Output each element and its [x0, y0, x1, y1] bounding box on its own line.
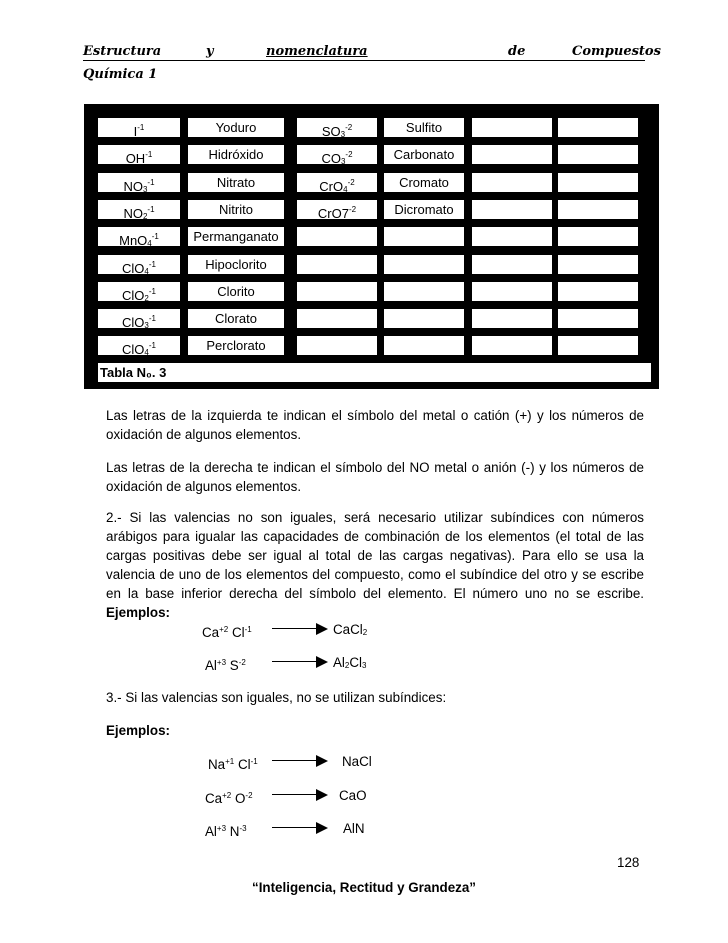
ion-name: Yoduro [215, 120, 257, 135]
reactant-ion: $S^{-2}$ [229, 658, 246, 673]
table-cell [384, 173, 464, 192]
rule-2-examples-label: Ejemplos: [106, 605, 170, 620]
product-formula: AlN [343, 821, 365, 836]
table-cell [188, 173, 284, 192]
table-cell [558, 145, 638, 164]
equation-reactants [208, 753, 258, 773]
reactant-ion: $Al^{+3}$ [205, 658, 227, 673]
table-cell [98, 118, 180, 137]
table-cell [98, 336, 180, 355]
equation-reactants [205, 787, 253, 807]
ion-formula: $NO_3^{-1}$ [123, 178, 155, 194]
table-cell [98, 173, 180, 192]
equation-product [333, 621, 367, 641]
paragraph-cations: Las letras de la izquierda te indican el símbolo del metal o catión (+) y los números de oxidación de algunos elementos. [106, 408, 644, 442]
table-cell [472, 173, 552, 192]
reaction-arrow-icon [272, 755, 328, 767]
ion-formula: $I^{-1}$ [133, 123, 145, 139]
table-cell [297, 173, 377, 192]
rule-2-text: 2.- Si las valencias no son iguales, será necesario utilizar subíndices con números arábigos para igualar las capacidades de combinación de los elementos (el total de las cargas positivas debe ser igual al total de las cargas negativas). Para ello se usa la valencia de uno de los elementos del compuesto, como el subíndice del otro y se escribe en la base inferior derecha del símbolo del elemento. El número uno no se escribe. [106, 510, 644, 601]
reaction-arrow-icon [272, 656, 328, 668]
table-cell [188, 200, 284, 219]
table-cell [472, 282, 552, 301]
ion-name: Perclorato [206, 338, 266, 353]
reactant-ion: $Na^{+1}$ [208, 757, 235, 772]
ion-name: Hidróxido [208, 147, 264, 162]
header-word-4: de [508, 44, 526, 59]
table-cell [188, 255, 284, 274]
equation-product [343, 820, 365, 837]
ion-name: Hipoclorito [205, 257, 267, 272]
table-cell [98, 309, 180, 328]
rule-3-examples-label: Ejemplos: [106, 723, 170, 738]
table-cell [384, 309, 464, 328]
product-formula: CaO [339, 788, 367, 803]
ion-formula: ClO$_4^{-1}$ [122, 260, 156, 276]
table-cell [297, 309, 377, 328]
ion-name: Carbonato [393, 147, 455, 162]
ion-formula: $NO_2^{-1}$ [123, 205, 155, 221]
table-cell [297, 255, 377, 274]
ion-formula: $CrO7^{-2}$ [317, 205, 357, 221]
header-word-3: nomenclatura [266, 44, 368, 59]
table-cell [188, 118, 284, 137]
table-cell [98, 145, 180, 164]
table-cell [384, 336, 464, 355]
equation-product [333, 654, 366, 674]
reactant-ion: $Ca^{+2}$ [205, 791, 232, 806]
ion-formula: $OH^{-1}$ [125, 150, 153, 166]
ion-name: Sulfito [405, 120, 443, 135]
table-cell [558, 200, 638, 219]
table-cell [297, 227, 377, 246]
table-cell [188, 282, 284, 301]
ion-formula: $CO_3^{-2}$ [321, 150, 353, 166]
ion-name: Nitrato [216, 175, 256, 190]
page-header [83, 40, 661, 61]
header-word-5: Compuestos [572, 44, 661, 59]
table-cell [384, 200, 464, 219]
table-cell [472, 145, 552, 164]
ion-name: Dicromato [394, 202, 454, 217]
table-cell [558, 173, 638, 192]
table-cell [188, 336, 284, 355]
reactant-ion: $Ca^{+2}$ [202, 625, 229, 640]
table-cell [472, 336, 552, 355]
table-cell [558, 282, 638, 301]
table-cell [297, 118, 377, 137]
header-word-2: y [206, 44, 214, 59]
reactant-ion: $Al^{+3}$ [205, 824, 227, 839]
equation-reactants [202, 621, 252, 641]
table-cell [297, 282, 377, 301]
ion-name: Nitrito [219, 202, 253, 217]
table-cell [558, 309, 638, 328]
equation-reactants [205, 820, 247, 840]
ion-name: Permanganato [193, 229, 279, 244]
header-word-1: Estructura [83, 44, 162, 59]
table-cell [472, 227, 552, 246]
ion-formula: $SO_3^{-2}$ [321, 123, 353, 139]
ion-name: Clorato [215, 311, 257, 326]
table-cell [472, 200, 552, 219]
reaction-arrow-icon [272, 623, 328, 635]
table-cell [297, 336, 377, 355]
table-cell [188, 145, 284, 164]
ion-formula: ClO$_3^{-1}$ [122, 314, 156, 330]
equation-reactants [205, 654, 246, 674]
table-caption: Tabla N₀. 3 [98, 363, 651, 382]
table-cell [472, 255, 552, 274]
reactant-ion: $O^{-2}$ [234, 791, 253, 806]
reactant-ion: $N^{-3}$ [229, 824, 247, 839]
paragraph-rule-3: 3.- Si las valencias son iguales, no se utilizan subíndices: [106, 690, 447, 705]
reaction-arrow-icon [272, 822, 328, 834]
ion-name: Cromato [399, 175, 449, 190]
table-cell [558, 336, 638, 355]
table-cell [558, 118, 638, 137]
reactant-ion: $Cl^{-1}$ [237, 757, 258, 772]
table-cell [472, 118, 552, 137]
table-cell [384, 145, 464, 164]
table-cell [188, 227, 284, 246]
page-number: 128 [617, 855, 640, 870]
table-cell [384, 255, 464, 274]
table-cell [384, 118, 464, 137]
table-cell [472, 309, 552, 328]
table-cell [98, 255, 180, 274]
equation-product [339, 787, 367, 804]
ion-formula: CrO$_4^{-2}$ [319, 178, 355, 194]
product-formula: CaCl$_2$ [333, 622, 368, 637]
table-cell [297, 200, 377, 219]
page-subtitle: Química 1 [83, 67, 158, 82]
footer-motto: “Inteligencia, Rectitud y Grandeza” [252, 880, 476, 895]
equation-product [342, 753, 372, 770]
reaction-arrow-icon [272, 789, 328, 801]
ion-name: Clorito [217, 284, 255, 299]
table-cell [98, 200, 180, 219]
table-cell [98, 282, 180, 301]
table-cell [98, 227, 180, 246]
table-cell [384, 282, 464, 301]
table-cell [188, 309, 284, 328]
ion-formula: ClO$_2^{-1}$ [122, 287, 156, 303]
ions-table [84, 104, 659, 389]
paragraph-anions: Las letras de la derecha te indican el símbolo del NO metal o anión (-) y los números de oxidación de algunos elementos. [106, 460, 644, 494]
paragraph-rule-2 [106, 508, 644, 622]
product-formula: $Al_2Cl_3$ [333, 655, 367, 670]
reactant-ion: $Cl^{-1}$ [231, 625, 252, 640]
table-cell [558, 227, 638, 246]
ion-formula: MnO$_4^{-1}$ [119, 232, 159, 248]
table-cell [558, 255, 638, 274]
product-formula: NaCl [342, 754, 372, 769]
ion-formula: ClO$_4^{-1}$ [122, 341, 156, 357]
table-cell [384, 227, 464, 246]
table-cell [297, 145, 377, 164]
